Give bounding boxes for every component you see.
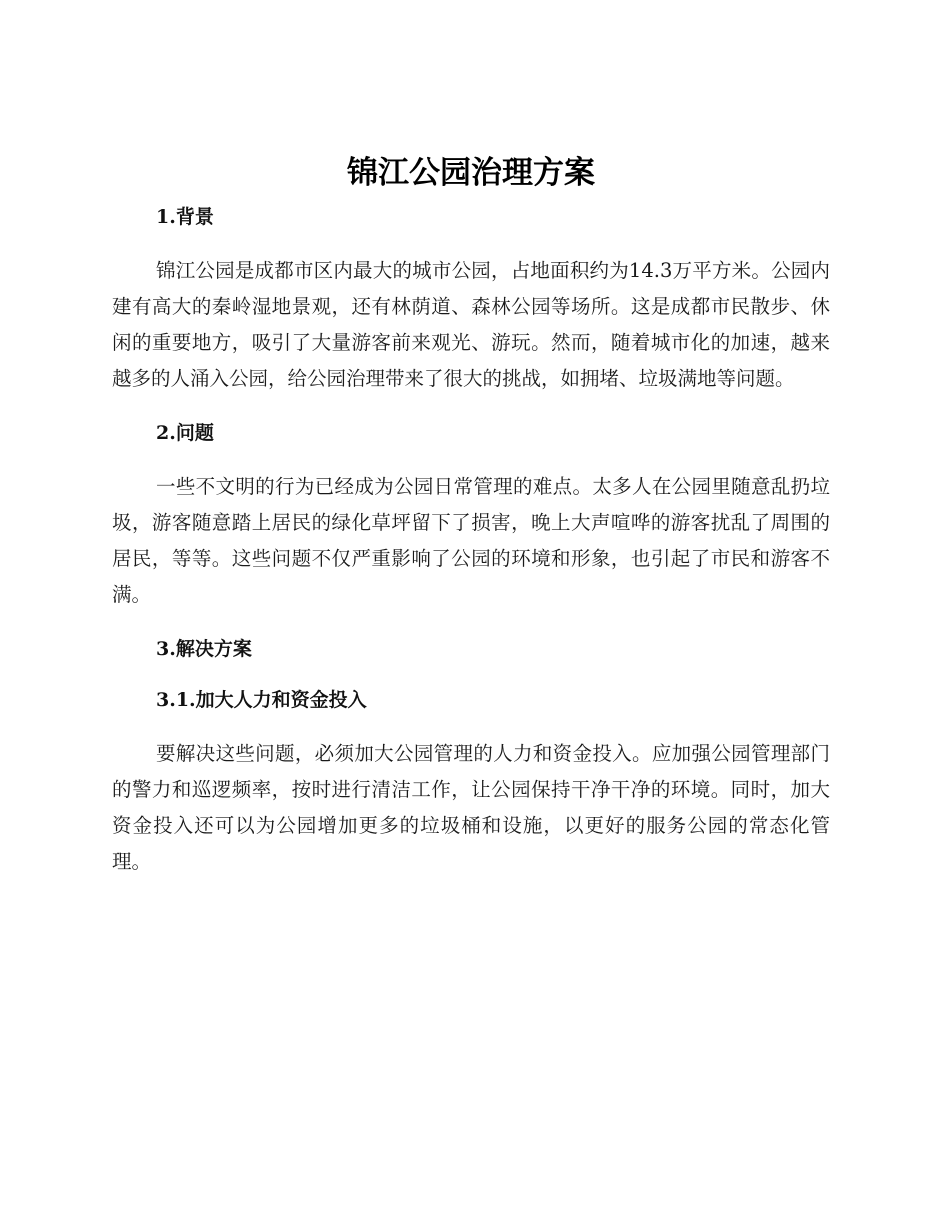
subsection-heading-investment: 3.1.加大人力和资金投入 [156, 689, 367, 711]
section-heading-solutions: 3.解决方案 [156, 638, 252, 660]
section-paragraph-investment: 要解决这些问题，必须加大公园管理的人力和资金投入。应加强公园管理部门的警力和巡逻频率，按时进行清洁工作，让公园保持干净干净的环境。同时，加大资金投入还可以为公园增加更多的垃圾桶和设施，以更好的服务公园的常态化管理。 [112, 742, 830, 873]
section-paragraph-background: 锦江公园是成都市区内最大的城市公园，占地面积约为14.3万平方米。公园内建有高大的秦岭湿地景观，还有林荫道、森林公园等场所。这是成都市民散步、休闲的重要地方，吸引了大量游客前来观光、游玩。然而，随着城市化的加速，越来越多的人涌入公园，给公园治理带来了很大的挑战，如拥堵、垃圾满地等问题。 [112, 259, 830, 390]
section-heading-problems: 2.问题 [156, 422, 214, 444]
section-paragraph-problems: 一些不文明的行为已经成为公园日常管理的难点。太多人在公园里随意乱扔垃圾，游客随意踏上居民的绿化草坪留下了损害，晚上大声喧哗的游客扰乱了周围的居民，等等。这些问题不仅严重影响了公园的环境和形象，也引起了市民和游客不满。 [112, 475, 830, 606]
document-body [112, 150, 830, 880]
document-title: 锦江公园治理方案 [347, 155, 595, 191]
section-heading-background: 1.背景 [156, 206, 214, 228]
